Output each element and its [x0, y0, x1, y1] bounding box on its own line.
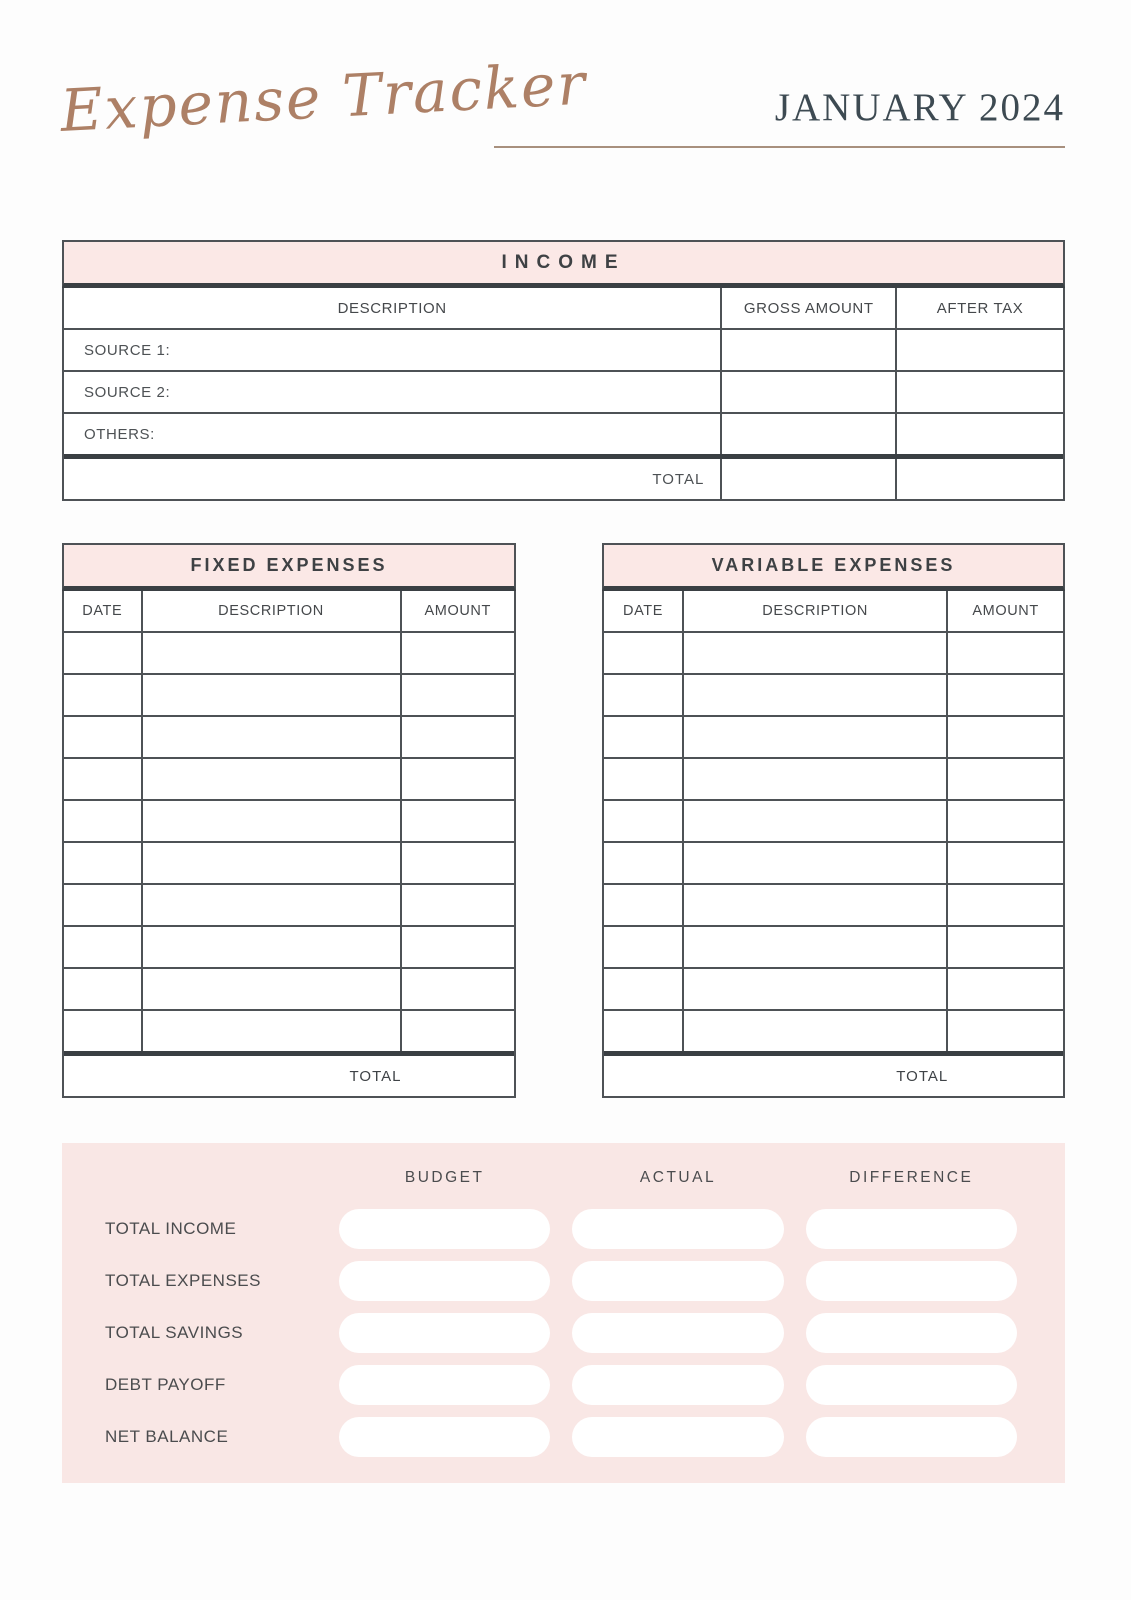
description-cell[interactable] [141, 759, 402, 799]
month-label: JANUARY 2024 [774, 86, 1065, 129]
after-tax-cell[interactable] [895, 414, 1063, 454]
total-expenses-actual-field[interactable] [572, 1261, 783, 1301]
income-row-source1 [64, 330, 1063, 372]
amount-cell[interactable] [948, 633, 1063, 673]
variable-expenses-banner: VARIABLE EXPENSES [602, 543, 1065, 591]
description-cell[interactable] [141, 885, 402, 925]
date-cell[interactable] [64, 759, 141, 799]
date-cell[interactable] [64, 927, 141, 967]
amount-cell[interactable] [948, 885, 1063, 925]
expense-empty-row [64, 967, 514, 1009]
total-savings-actual-field[interactable] [572, 1313, 783, 1353]
fixed-expenses-total-label: TOTAL [349, 1067, 402, 1085]
fixed-expenses-rows [64, 633, 514, 1051]
date-cell[interactable] [64, 843, 141, 883]
net-balance-difference-field[interactable] [806, 1417, 1017, 1457]
amount-cell[interactable] [402, 885, 515, 925]
income-row-source2 [64, 372, 1063, 414]
date-cell[interactable] [604, 633, 682, 673]
after-tax-cell[interactable] [895, 372, 1063, 412]
col-description: DESCRIPTION [682, 591, 948, 631]
summary-grid [105, 1169, 1017, 1457]
summary-row-label-total-income: TOTAL INCOME [105, 1219, 237, 1238]
income-row-label: SOURCE 1: [84, 341, 171, 359]
net-balance-actual-field[interactable] [572, 1417, 783, 1457]
summary-section [62, 1143, 1065, 1483]
total-income-budget-field[interactable] [339, 1209, 550, 1249]
gross-amount-cell[interactable] [720, 372, 895, 412]
expenses-section [62, 543, 1065, 1098]
amount-cell[interactable] [948, 717, 1063, 757]
description-cell[interactable] [141, 969, 402, 1009]
date-cell[interactable] [604, 717, 682, 757]
amount-cell[interactable] [402, 675, 515, 715]
fixed-expenses-table [62, 543, 516, 1098]
col-amount: AMOUNT [972, 603, 1039, 619]
amount-cell[interactable] [402, 759, 515, 799]
income-total-row [64, 454, 1063, 499]
summary-col-budget: BUDGET [404, 1169, 485, 1186]
amount-cell[interactable] [948, 843, 1063, 883]
amount-cell[interactable] [948, 801, 1063, 841]
amount-cell[interactable] [948, 759, 1063, 799]
col-amount: AMOUNT [424, 603, 491, 619]
description-cell[interactable] [141, 927, 402, 967]
income-banner: INCOME [62, 240, 1065, 288]
description-cell[interactable] [682, 801, 948, 841]
amount-cell[interactable] [402, 717, 515, 757]
variable-expenses-body [602, 591, 1065, 1098]
total-expenses-budget-field[interactable] [339, 1261, 550, 1301]
date-cell[interactable] [604, 885, 682, 925]
summary-col-difference: DIFFERENCE [849, 1169, 974, 1186]
expense-empty-row [604, 1009, 1063, 1051]
variable-expenses-total-label: TOTAL [896, 1067, 949, 1085]
income-total-gross-cell[interactable] [720, 459, 895, 499]
date-cell[interactable] [64, 801, 141, 841]
col-date: DATE [82, 603, 123, 619]
expense-empty-row [64, 925, 514, 967]
total-income-actual-field[interactable] [572, 1209, 783, 1249]
gross-amount-cell[interactable] [720, 330, 895, 370]
fixed-expenses-body [62, 591, 516, 1098]
summary-row-label-net-balance: NET BALANCE [105, 1427, 229, 1446]
income-row-label: SOURCE 2: [84, 383, 171, 401]
amount-cell[interactable] [402, 633, 515, 673]
income-row-others [64, 414, 1063, 454]
description-cell[interactable] [141, 717, 402, 757]
variable-expenses-header-row [604, 591, 1063, 633]
gross-amount-cell[interactable] [720, 414, 895, 454]
description-cell[interactable] [141, 1011, 402, 1051]
expense-empty-row [64, 757, 514, 799]
fixed-expenses-header-row [64, 591, 514, 633]
summary-col-actual: ACTUAL [639, 1169, 717, 1186]
expense-empty-row [64, 883, 514, 925]
description-cell[interactable] [682, 675, 948, 715]
expense-empty-row [604, 925, 1063, 967]
page-header [58, 0, 1065, 210]
net-balance-budget-field[interactable] [339, 1417, 550, 1457]
expense-empty-row [604, 673, 1063, 715]
description-cell[interactable] [682, 717, 948, 757]
variable-expenses-rows [604, 633, 1063, 1051]
expense-empty-row [604, 633, 1063, 673]
fixed-expenses-banner: FIXED EXPENSES [62, 543, 516, 591]
description-cell[interactable] [682, 843, 948, 883]
description-cell[interactable] [682, 969, 948, 1009]
date-cell[interactable] [604, 675, 682, 715]
date-cell[interactable] [64, 1011, 141, 1051]
description-cell[interactable] [141, 801, 402, 841]
summary-row-label-debt-payoff: DEBT PAYOFF [105, 1375, 226, 1394]
description-cell[interactable] [682, 759, 948, 799]
after-tax-cell[interactable] [895, 330, 1063, 370]
description-cell[interactable] [682, 633, 948, 673]
amount-cell[interactable] [402, 843, 515, 883]
header-divider-line [494, 146, 1065, 148]
variable-expenses-table [602, 543, 1065, 1098]
description-cell[interactable] [141, 633, 402, 673]
date-cell[interactable] [64, 885, 141, 925]
debt-payoff-difference-field[interactable] [806, 1365, 1017, 1405]
expense-empty-row [604, 967, 1063, 1009]
expense-empty-row [604, 715, 1063, 757]
total-savings-budget-field[interactable] [339, 1313, 550, 1353]
income-table [62, 288, 1065, 501]
total-savings-difference-field[interactable] [806, 1313, 1017, 1353]
expense-empty-row [64, 633, 514, 673]
income-row-label: OTHERS: [84, 425, 155, 443]
expense-empty-row [64, 1009, 514, 1051]
fixed-expenses-total-row [64, 1051, 514, 1096]
income-total-after-tax-cell[interactable] [895, 459, 1063, 499]
debt-payoff-actual-field[interactable] [572, 1365, 783, 1405]
total-income-difference-field[interactable] [806, 1209, 1017, 1249]
income-col-description: DESCRIPTION [337, 299, 447, 317]
description-cell[interactable] [141, 675, 402, 715]
date-cell[interactable] [64, 717, 141, 757]
amount-cell[interactable] [948, 927, 1063, 967]
expense-empty-row [64, 841, 514, 883]
expense-empty-row [64, 673, 514, 715]
income-section [62, 240, 1065, 501]
date-cell[interactable] [604, 969, 682, 1009]
amount-cell[interactable] [402, 1011, 515, 1051]
date-cell[interactable] [64, 675, 141, 715]
page-title: Expense Tracker [58, 49, 589, 145]
income-col-after-tax: AFTER TAX [895, 288, 1063, 328]
expense-empty-row [64, 799, 514, 841]
description-cell[interactable] [682, 885, 948, 925]
date-cell[interactable] [604, 801, 682, 841]
summary-row-label-total-expenses: TOTAL EXPENSES [105, 1271, 261, 1290]
date-cell[interactable] [604, 927, 682, 967]
amount-cell[interactable] [948, 1011, 1063, 1051]
amount-cell[interactable] [402, 801, 515, 841]
description-cell[interactable] [682, 1011, 948, 1051]
date-cell[interactable] [604, 1011, 682, 1051]
date-cell[interactable] [604, 843, 682, 883]
description-cell[interactable] [141, 843, 402, 883]
date-cell[interactable] [64, 969, 141, 1009]
amount-cell[interactable] [402, 969, 515, 1009]
date-cell[interactable] [64, 633, 141, 673]
summary-row-label-total-savings: TOTAL SAVINGS [105, 1323, 244, 1342]
col-description: DESCRIPTION [141, 591, 402, 631]
debt-payoff-budget-field[interactable] [339, 1365, 550, 1405]
variable-expenses-total-row [604, 1051, 1063, 1096]
income-total-label: TOTAL [652, 470, 705, 488]
amount-cell[interactable] [948, 969, 1063, 1009]
income-header-row [64, 288, 1063, 330]
expense-empty-row [604, 799, 1063, 841]
expense-empty-row [604, 841, 1063, 883]
description-cell[interactable] [682, 927, 948, 967]
expense-empty-row [64, 715, 514, 757]
amount-cell[interactable] [402, 927, 515, 967]
col-date: DATE [623, 603, 663, 619]
income-col-gross-amount: GROSS AMOUNT [720, 288, 895, 328]
expense-empty-row [604, 883, 1063, 925]
date-cell[interactable] [604, 759, 682, 799]
expense-empty-row [604, 757, 1063, 799]
total-expenses-difference-field[interactable] [806, 1261, 1017, 1301]
amount-cell[interactable] [948, 675, 1063, 715]
